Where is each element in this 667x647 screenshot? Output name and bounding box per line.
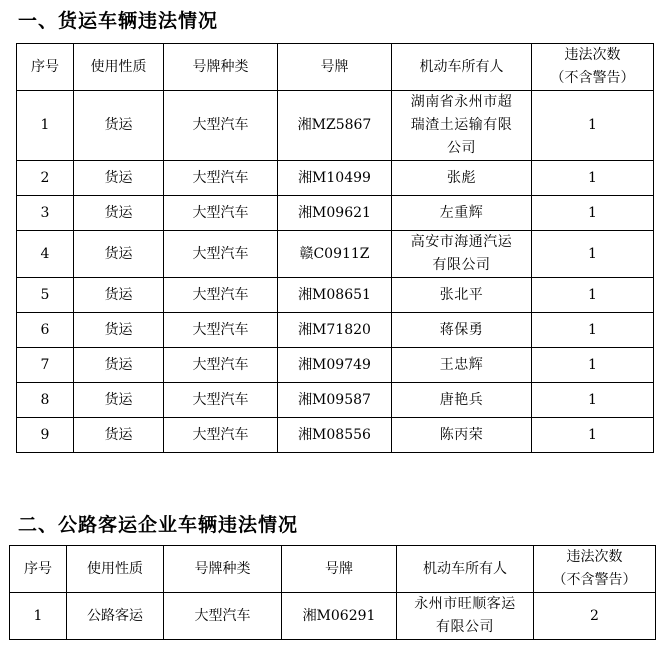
plate-cell: 湘M06291 <box>282 593 397 640</box>
header-plate: 号牌 <box>282 546 397 593</box>
header-owner: 机动车所有人 <box>397 546 534 593</box>
usage-cell: 货运 <box>74 196 164 231</box>
header-plate: 号牌 <box>278 44 392 91</box>
owner-line: 陈丙荣 <box>439 426 484 443</box>
passenger-table-body <box>10 546 656 640</box>
owner-line: 王忠辉 <box>439 356 484 373</box>
cargo-violations-table <box>16 43 654 453</box>
header-usage: 使用性质 <box>67 546 164 593</box>
usage-cell: 货运 <box>74 313 164 348</box>
owner-line: 湖南省永州市超 <box>410 94 513 110</box>
usage-cell: 货运 <box>74 383 164 418</box>
plate-type-cell: 大型汽车 <box>164 418 278 453</box>
owner-line: 公司 <box>447 140 476 156</box>
header-index: 序号 <box>10 546 67 593</box>
table-row <box>17 231 654 278</box>
owner-cell <box>392 348 532 383</box>
header-line: 违法次数 <box>564 47 621 63</box>
owner-line: 张彪 <box>447 169 476 186</box>
index-cell: 2 <box>17 161 74 196</box>
index-cell: 4 <box>17 231 74 278</box>
plate-type-cell: 大型汽车 <box>164 196 278 231</box>
plate-type-cell: 大型汽车 <box>164 348 278 383</box>
owner-cell <box>392 196 532 231</box>
header-plate-type: 号牌种类 <box>164 546 282 593</box>
header-line: （不含警告） <box>552 572 637 588</box>
violation-count-cell: 1 <box>532 196 654 231</box>
table-row <box>17 313 654 348</box>
violation-count-cell: 1 <box>532 418 654 453</box>
header-plate-type: 号牌种类 <box>164 44 278 91</box>
usage-cell: 公路客运 <box>67 593 164 640</box>
table-row <box>10 593 656 640</box>
owner-line: 永州市旺顺客运 <box>414 596 516 612</box>
index-cell: 5 <box>17 278 74 313</box>
usage-cell: 货运 <box>74 278 164 313</box>
plate-cell: 湘M08651 <box>278 278 392 313</box>
section-title-cargo: 一、货运车辆违法情况 <box>18 10 219 32</box>
usage-cell: 货运 <box>74 348 164 383</box>
header-violation-count <box>534 546 656 593</box>
owner-cell <box>392 91 532 161</box>
violation-count-cell: 2 <box>534 593 656 640</box>
violation-count-cell: 1 <box>532 383 654 418</box>
header-line: 违法次数 <box>566 549 623 565</box>
owner-line: 有限公司 <box>436 619 494 635</box>
owner-line: 瑞渣土运输有限 <box>410 117 513 133</box>
index-cell: 9 <box>17 418 74 453</box>
owner-line: 唐艳兵 <box>439 391 484 408</box>
table-row <box>17 196 654 231</box>
plate-cell: 赣C0911Z <box>278 231 392 278</box>
violation-count-cell: 1 <box>532 348 654 383</box>
index-cell: 3 <box>17 196 74 231</box>
owner-cell <box>392 231 532 278</box>
header-owner: 机动车所有人 <box>392 44 532 91</box>
table-header-row <box>17 44 654 91</box>
owner-cell <box>392 278 532 313</box>
owner-cell <box>392 313 532 348</box>
plate-cell: 湘M09749 <box>278 348 392 383</box>
owner-cell <box>392 161 532 196</box>
table-row <box>17 91 654 161</box>
violation-count-cell: 1 <box>532 91 654 161</box>
table-row <box>17 161 654 196</box>
plate-cell: 湘MZ5867 <box>278 91 392 161</box>
index-cell: 1 <box>10 593 67 640</box>
owner-cell <box>392 383 532 418</box>
table-row <box>17 383 654 418</box>
plate-cell: 湘M09621 <box>278 196 392 231</box>
plate-cell: 湘M08556 <box>278 418 392 453</box>
usage-cell: 货运 <box>74 161 164 196</box>
index-cell: 7 <box>17 348 74 383</box>
header-usage: 使用性质 <box>74 44 164 91</box>
plate-type-cell: 大型汽车 <box>164 91 278 161</box>
section-title-passenger: 二、公路客运企业车辆违法情况 <box>18 514 299 536</box>
plate-cell: 湘M10499 <box>278 161 392 196</box>
table-header-row <box>10 546 656 593</box>
plate-type-cell: 大型汽车 <box>164 593 282 640</box>
owner-cell <box>392 418 532 453</box>
owner-line: 高安市海通汽运 <box>410 234 513 250</box>
owner-line: 有限公司 <box>432 257 491 273</box>
owner-line: 蒋保勇 <box>439 321 484 338</box>
cargo-table-body <box>17 44 654 453</box>
violation-count-cell: 1 <box>532 161 654 196</box>
violation-count-cell: 1 <box>532 313 654 348</box>
plate-type-cell: 大型汽车 <box>164 161 278 196</box>
plate-type-cell: 大型汽车 <box>164 231 278 278</box>
index-cell: 8 <box>17 383 74 418</box>
passenger-violations-table <box>9 545 656 640</box>
index-cell: 1 <box>17 91 74 161</box>
plate-cell: 湘M09587 <box>278 383 392 418</box>
plate-type-cell: 大型汽车 <box>164 383 278 418</box>
table-row <box>17 348 654 383</box>
table-row <box>17 278 654 313</box>
plate-type-cell: 大型汽车 <box>164 313 278 348</box>
usage-cell: 货运 <box>74 418 164 453</box>
violation-count-cell: 1 <box>532 278 654 313</box>
header-line: （不含警告） <box>550 70 635 86</box>
owner-cell <box>397 593 534 640</box>
owner-line: 左重辉 <box>439 204 484 221</box>
plate-cell: 湘M71820 <box>278 313 392 348</box>
table-row <box>17 418 654 453</box>
plate-type-cell: 大型汽车 <box>164 278 278 313</box>
header-violation-count <box>532 44 654 91</box>
usage-cell: 货运 <box>74 91 164 161</box>
violation-count-cell: 1 <box>532 231 654 278</box>
usage-cell: 货运 <box>74 231 164 278</box>
header-index: 序号 <box>17 44 74 91</box>
index-cell: 6 <box>17 313 74 348</box>
owner-line: 张北平 <box>439 286 484 303</box>
